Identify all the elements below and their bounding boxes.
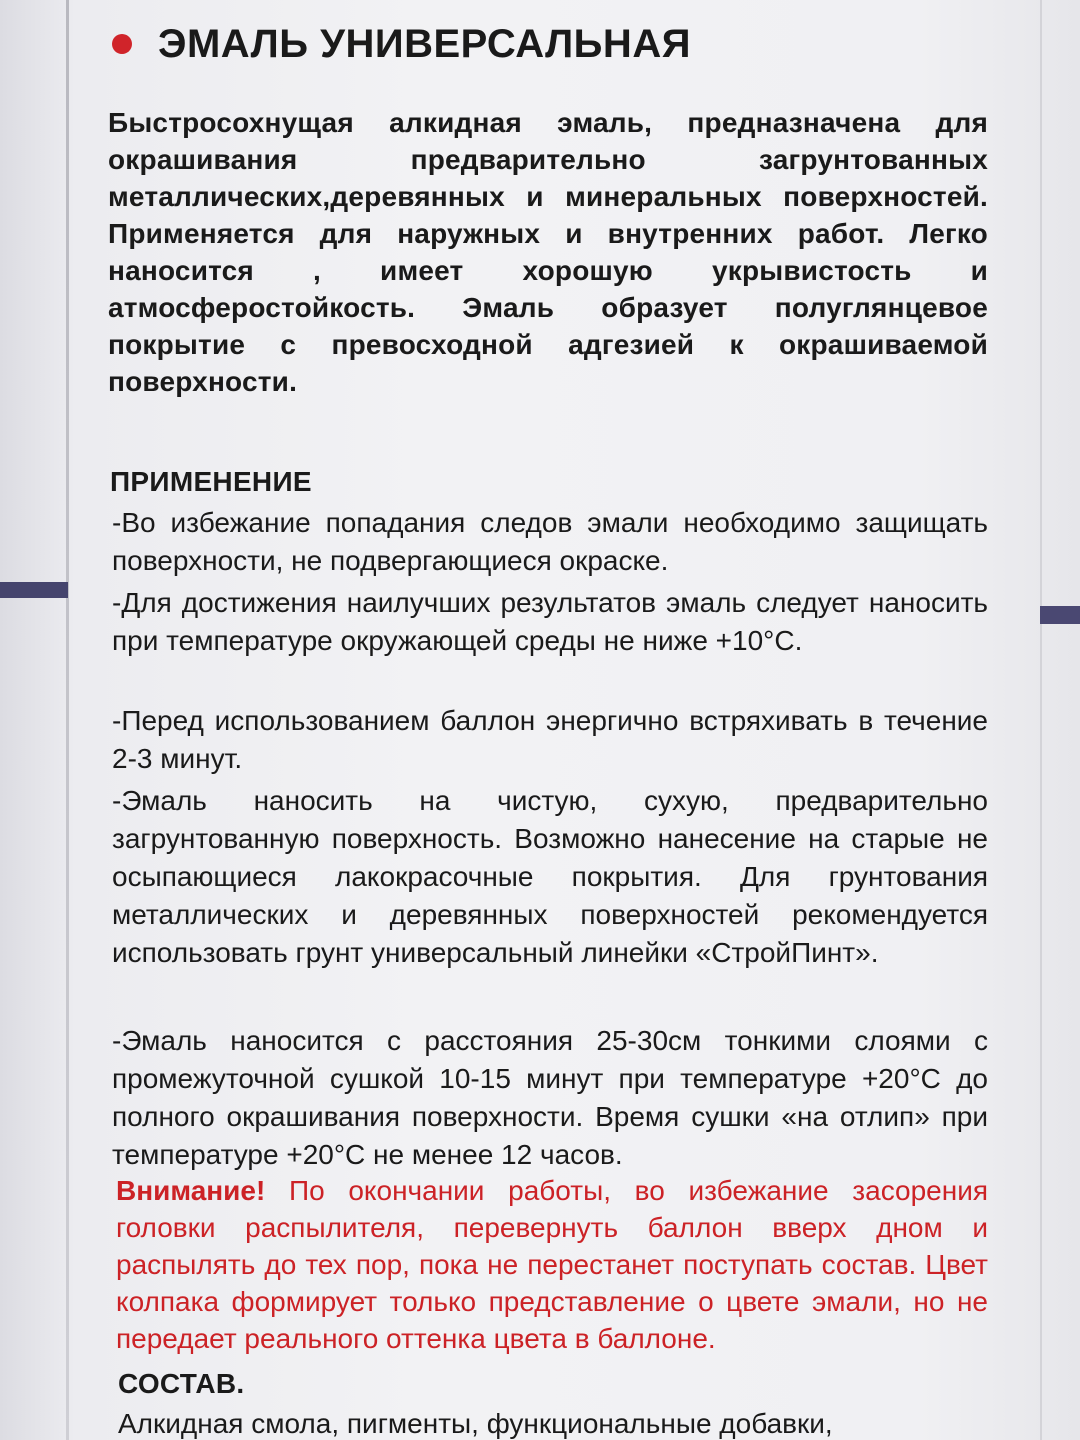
product-title: ЭМАЛЬ УНИВЕРСАЛЬНАЯ [158,21,691,66]
red-dot-icon [112,34,132,54]
title-row [112,14,691,74]
usage-item: -Эмаль наносить на чистую, сухую, предварительно загрунтованную поверхность. Возможно нанесение на старые не осыпающиеся лакокрасочные покрытия. Для грунтования металлических и деревянных поверхностей рекомендуется использовать грунт универсальный линейки «СтройПинт». [112,785,988,968]
warning-paragraph [116,1172,988,1357]
composition-text: Алкидная смола, пигменты, функциональные добавки, [118,1408,833,1439]
usage-heading: ПРИМЕНЕНИЕ [110,466,312,497]
decorative-stripe-left [0,582,68,598]
can-edge-right [1040,0,1042,1440]
usage-item: -Для достижения наилучших результатов эмаль следует наносить при температуре окружающей среды не ниже +10°С. [112,587,988,656]
can-edge-left [66,0,69,1440]
product-description: Быстросохнущая алкидная эмаль, предназначена для окрашивания предварительно загрунтованных металлических,деревянных и минеральных поверхностей. Применяется для наружных и внутренних работ. Легко наносится , имеет хорошую укрывистость и атмосферостойкость. Эмаль образует полуглянцевое покрытие с превосходной адгезией к окрашиваемой поверхности. [108,107,988,397]
warning-text: По окончании работы, во избежание засорения головки распылителя, перевернуть баллон вверх дном и распылять до тех пор, пока не перестанет поступать состав. Цвет колпака формирует только представление о цвете эмали, но не передает реального оттенка цвета в баллоне. [116,1175,988,1354]
usage-item: -Эмаль наносится с расстояния 25-30см тонкими слоями с промежуточной сушкой 10-15 минут при температуре +20°С до полного окрашивания поверхности. Время сушки «на отлип» при температуре +20°С не менее 12 часов. [112,1025,988,1170]
usage-item: -Перед использованием баллон энергично встряхивать в течение 2-3 минут. [112,705,988,774]
warning-label: Внимание! [116,1175,266,1206]
decorative-stripe-right [1040,606,1080,624]
usage-item: -Во избежание попадания следов эмали необходимо защищать поверхности, не подвергающиеся окраске. [112,507,988,576]
composition-heading: СОСТАВ. [118,1368,245,1399]
